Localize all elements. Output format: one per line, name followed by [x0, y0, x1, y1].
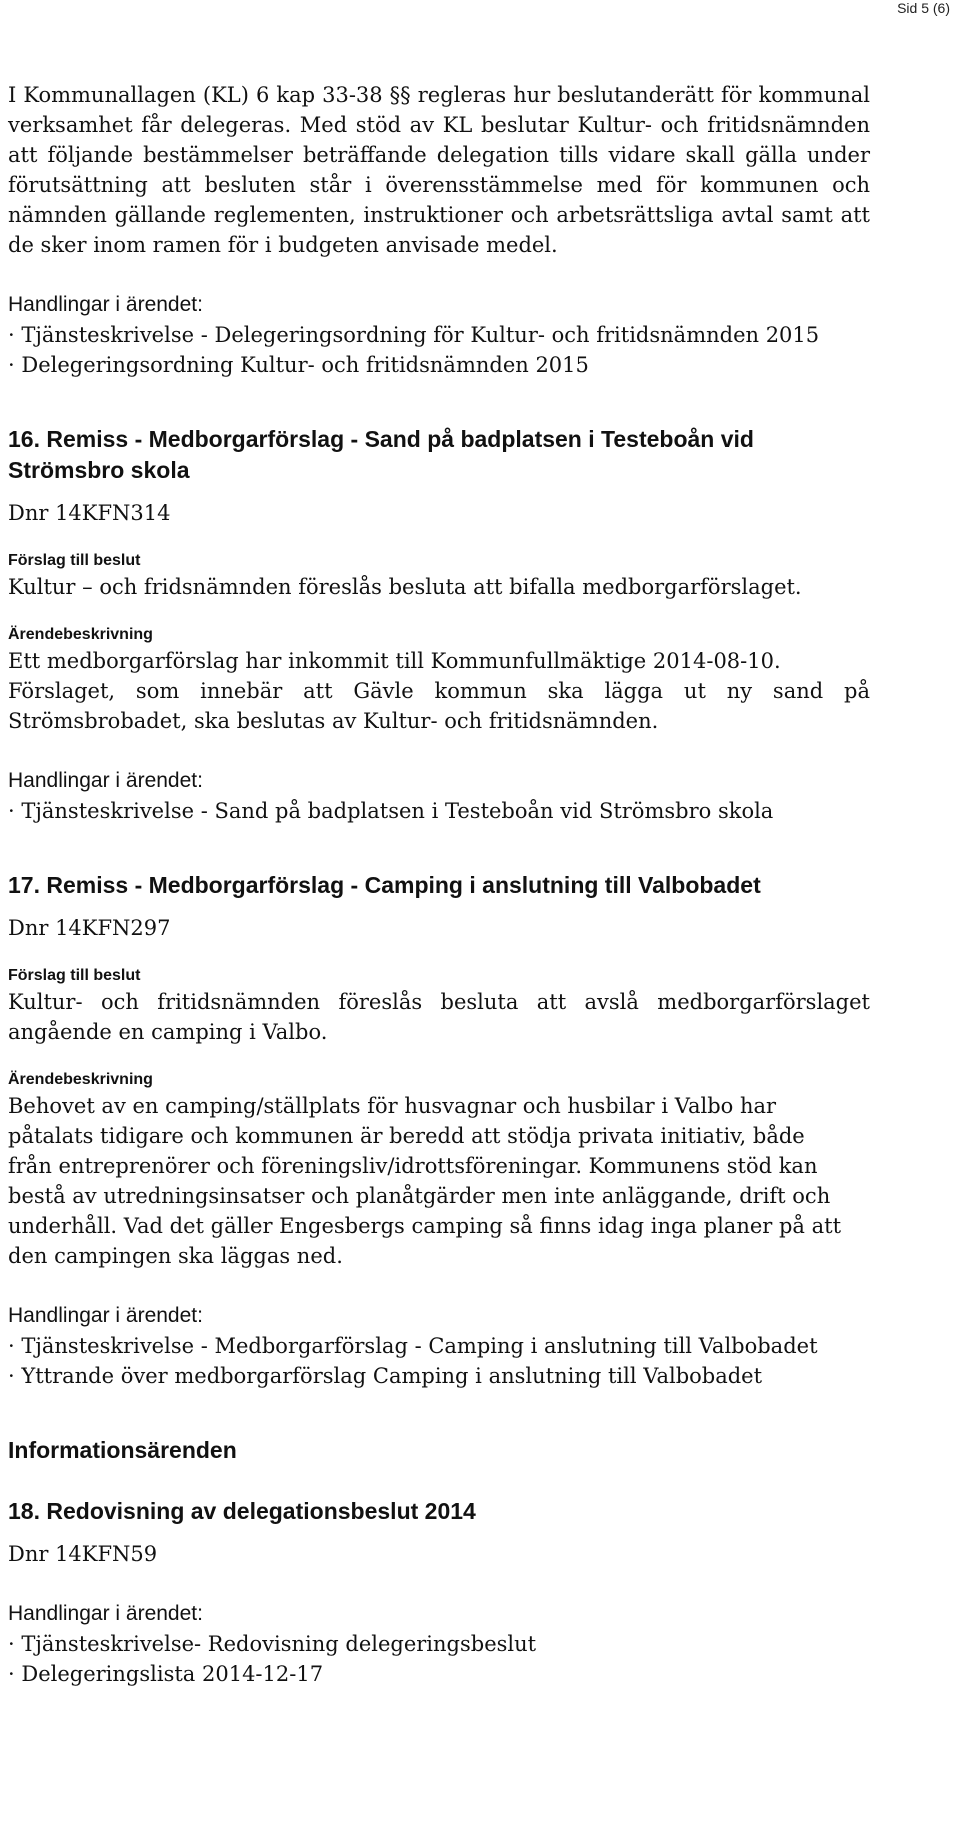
- handling-item: · Tjänsteskrivelse - Delegeringsordning för Kultur- och fritidsnämnden 2015: [8, 320, 870, 350]
- item-17-title: 17. Remiss - Medborgarförslag - Camping i anslutning till Valbobadet: [8, 872, 761, 898]
- handlingar-heading: Handlingar i ärendet:: [8, 1304, 203, 1327]
- item-17-arende-line: bestå av utredningsinsatser och planåtgärder men inte anläggande, drift och: [8, 1184, 831, 1208]
- handling-item: · Delegeringslista 2014-12-17: [8, 1659, 870, 1689]
- item-17-forslag-heading: Förslag till beslut: [8, 967, 141, 984]
- item-17-arende-line: underhåll. Vad det gäller Engesbergs camping så finns idag inga planer på att: [8, 1214, 842, 1238]
- handling-item: · Yttrande över medborgarförslag Camping i anslutning till Valbobadet: [8, 1361, 870, 1391]
- item-16-forslag: Kultur – och fridsnämnden föreslås besluta att bifalla medborgarförslaget.: [8, 575, 802, 599]
- item-16-forslag-heading: Förslag till beslut: [8, 552, 141, 569]
- handlingar-heading: Handlingar i ärendet:: [8, 769, 203, 792]
- handlingar-heading: Handlingar i ärendet:: [8, 1602, 203, 1625]
- item-16-dnr: Dnr 14KFN314: [8, 501, 171, 525]
- item-17-arende-line: Behovet av en camping/ställplats för husvagnar och husbilar i Valbo har: [8, 1094, 777, 1118]
- document-body: [8, 80, 870, 1689]
- handling-item: · Tjänsteskrivelse - Medborgarförslag - Camping i anslutning till Valbobadet: [8, 1331, 870, 1361]
- page-number: Sid 5 (6): [897, 0, 950, 16]
- handling-item: · Tjänsteskrivelse- Redovisning delegeringsbeslut: [8, 1629, 870, 1659]
- item-17-section: [8, 870, 870, 1391]
- intro-paragraph: I Kommunallagen (KL) 6 kap 33-38 §§ regleras hur beslutanderätt för kommunal verksamhet får delegeras. Med stöd av KL beslutar Kultur- och fritidsnämnden att följande bestämmelser beträffande delegation tills vidare skall gälla under förutsättning att besluten står i överensstämmelse med för kommunen och nämnden gällande reglementen, instruktioner och arbetsrättsliga avtal samt att de sker inom ramen för i budgeten anvisade medel.: [8, 83, 870, 257]
- info-section: [8, 1435, 870, 1466]
- handlingar-heading: Handlingar i ärendet:: [8, 293, 203, 316]
- item-17-dnr: Dnr 14KFN297: [8, 916, 171, 940]
- info-heading: Informationsärenden: [8, 1437, 237, 1463]
- item-16-arende-line: Förslaget, som innebär att Gävle kommun ska lägga ut ny sand på Strömsbrobadet, ska beslutas av Kultur- och fritidsnämnden.: [8, 679, 870, 733]
- item-17-arende-line: den campingen ska läggas ned.: [8, 1244, 343, 1268]
- item-18-section: [8, 1496, 870, 1689]
- item-17-arende-heading: Ärendebeskrivning: [8, 1071, 153, 1088]
- item-17-arende-line: påtalats tidigare och kommunen är beredd att stödja privata initiativ, både: [8, 1124, 805, 1148]
- item-18-dnr: Dnr 14KFN59: [8, 1542, 158, 1566]
- item-17-forslag: Kultur- och fritidsnämnden föreslås besluta att avslå medborgarförslaget angående en camping i Valbo.: [8, 990, 870, 1044]
- item-16-arende-heading: Ärendebeskrivning: [8, 626, 153, 643]
- item-16-arende-line: Ett medborgarförslag har inkommit till Kommunfullmäktige 2014-08-10.: [8, 649, 781, 673]
- item-16-section: [8, 424, 870, 826]
- item-16-title: 16. Remiss - Medborgarförslag - Sand på badplatsen i Testeboån vid Strömsbro skola: [8, 426, 754, 483]
- handling-item: · Tjänsteskrivelse - Sand på badplatsen i Testeboån vid Strömsbro skola: [8, 796, 870, 826]
- handling-item: · Delegeringsordning Kultur- och fritidsnämnden 2015: [8, 350, 870, 380]
- intro-section: [8, 80, 870, 380]
- item-17-arende-line: från entreprenörer och föreningsliv/idrottsföreningar. Kommunens stöd kan: [8, 1154, 818, 1178]
- item-18-title: 18. Redovisning av delegationsbeslut 2014: [8, 1498, 476, 1524]
